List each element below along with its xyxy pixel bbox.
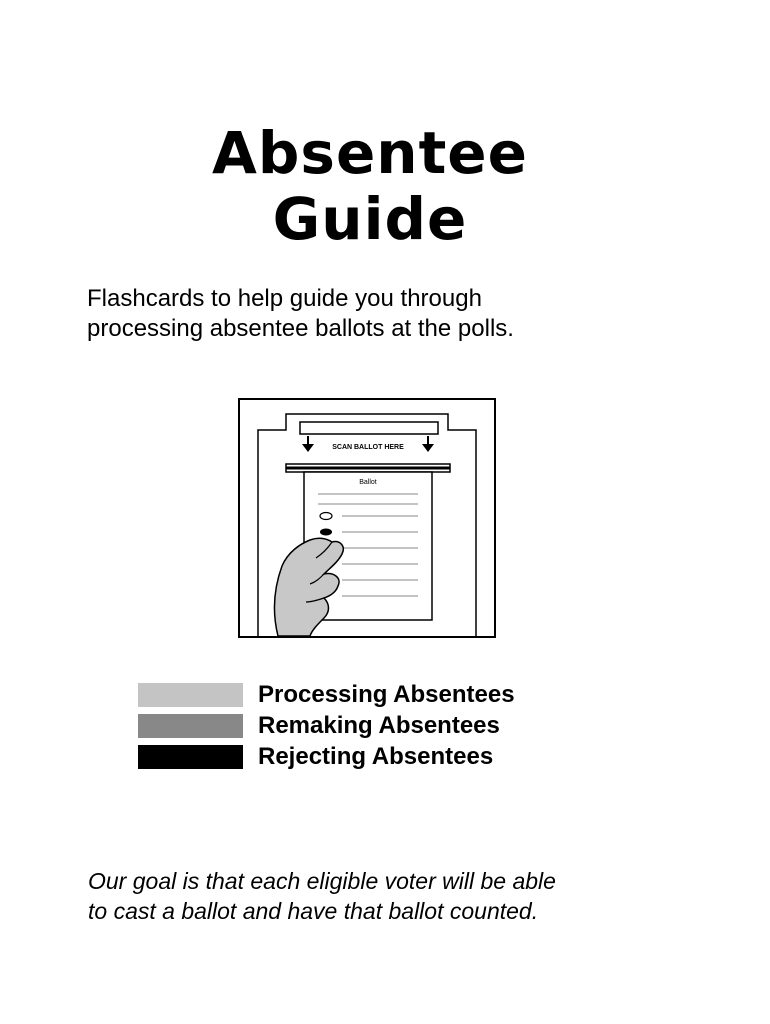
subtitle-line-1: Flashcards to help guide you through (87, 285, 482, 312)
legend-label: Rejecting Absentees (258, 743, 494, 770)
scanner-slot (300, 422, 438, 434)
ballot-oval-empty (320, 513, 332, 520)
scanner-label: SCAN BALLOT HERE (332, 444, 404, 451)
goal-statement (88, 866, 728, 926)
legend-swatch (138, 745, 243, 769)
legend-label: Processing Absentees (258, 681, 515, 708)
subtitle (87, 284, 687, 344)
title-line-1: Absentee (212, 119, 528, 187)
ballot-scanner-illustration (238, 398, 496, 638)
subtitle-line-2: processing absentee ballots at the polls. (87, 315, 514, 342)
ballot-label: Ballot (359, 479, 377, 486)
goal-line-2: to cast a ballot and have that ballot counted. (88, 898, 539, 924)
legend-swatch (138, 714, 243, 738)
goal-line-1: Our goal is that each eligible voter will be able (88, 868, 556, 894)
title-line-2: Guide (272, 185, 468, 253)
ballot-oval-filled (320, 529, 332, 536)
page-title (0, 120, 740, 252)
legend-label: Remaking Absentees (258, 712, 500, 739)
legend-swatch (138, 683, 243, 707)
